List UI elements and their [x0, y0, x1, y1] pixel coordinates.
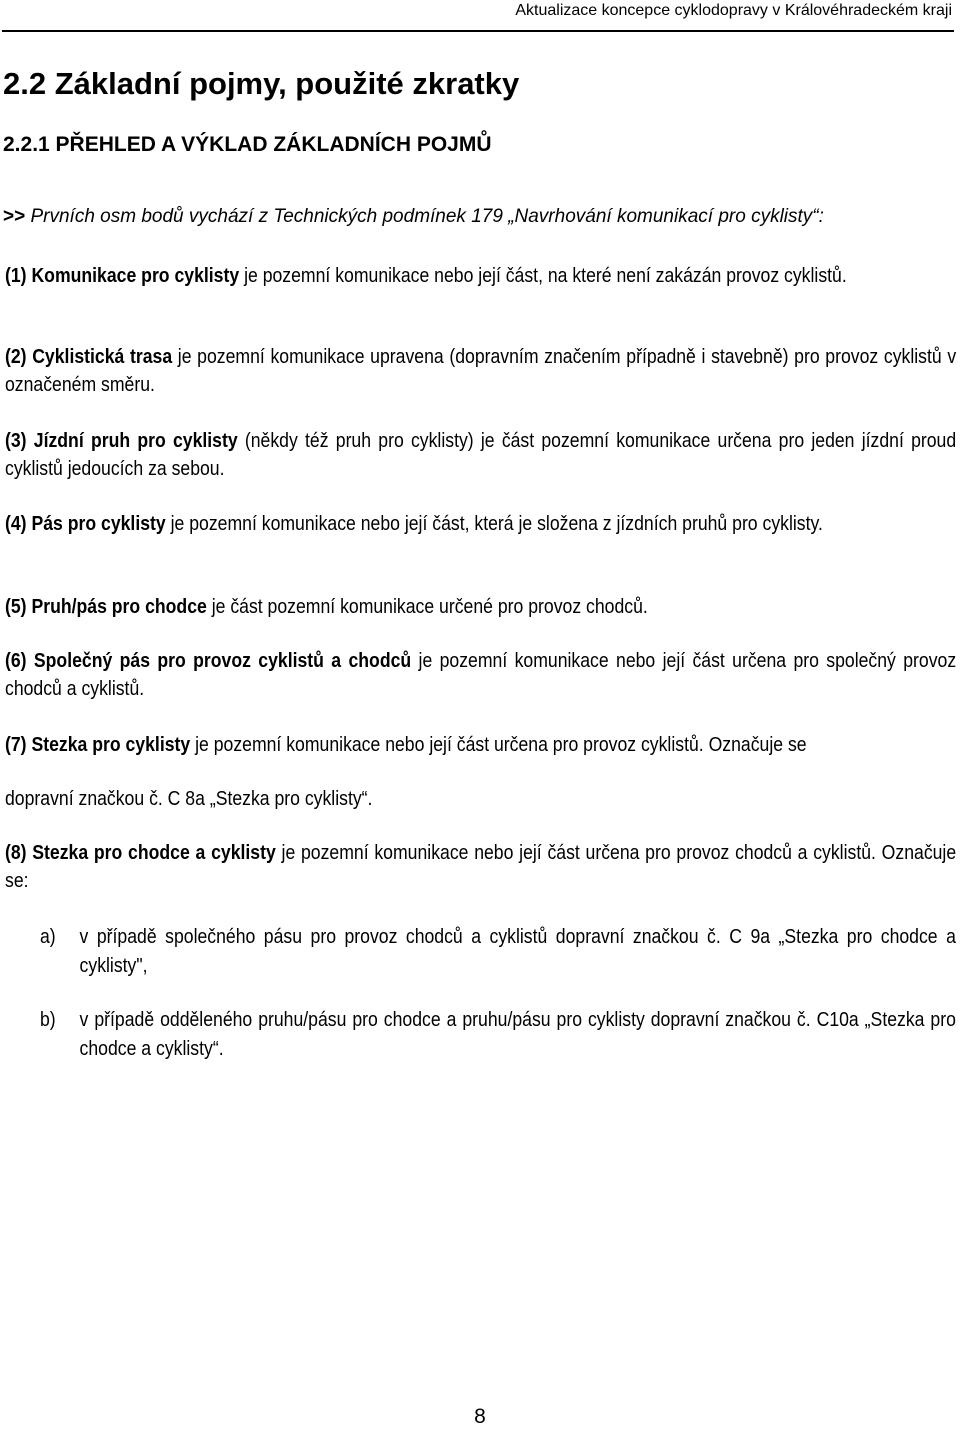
section-title: 2.2 Základní pojmy, použité zkratky: [3, 66, 520, 101]
definition-7: [5, 731, 956, 759]
page-number: 8: [474, 1405, 486, 1428]
running-header-title: Aktualizace koncepce cyklodopravy v Královéhradeckém kraji: [515, 2, 952, 19]
definition-text: je pozemní komunikace nebo její část, která je složena z jízdních pruhů pro cyklisty.: [165, 512, 823, 535]
definition-text: je pozemní komunikace upravena (dopravním značením případně i stavebně) pro provoz cyklistů v označeném směru.: [5, 345, 957, 396]
definition-text: je pozemní komunikace nebo její část určena pro provoz chodců a cyklistů. Označuje se:: [5, 841, 957, 892]
definition-term: (1) Komunikace pro cyklisty: [5, 264, 240, 287]
intro-text: Prvních osm bodů vychází z Technických podmínek 179 „Navrhování komunikací pro cyklisty“:: [25, 206, 824, 227]
intro-arrows: >>: [3, 206, 26, 227]
list-item-text: v případě odděleného pruhu/pásu pro chodce a pruhu/pásu pro cyklisty dopravní značkou č. C10a „Stezka pro chodce a cyklisty“.: [79, 1008, 956, 1060]
definition-4: [5, 510, 956, 538]
definition-3: [5, 427, 956, 483]
definition-term: (6) Společný pás pro provoz cyklistů a chodců: [5, 649, 412, 672]
definition-term: (4) Pás pro cyklisty: [5, 512, 166, 535]
definition-1: [5, 262, 956, 290]
definition-term: (8) Stezka pro chodce a cyklisty: [5, 841, 276, 864]
definition-term: (5) Pruh/pás pro chodce: [5, 595, 207, 618]
sublist-item-a: [40, 922, 956, 980]
definition-text: je pozemní komunikace nebo její část určena pro společný provoz chodců a cyklistů.: [5, 649, 957, 700]
sublist-item-b: [40, 1005, 956, 1063]
list-item-text: v případě společného pásu pro provoz chodců a cyklistů dopravní značkou č. C 9a „Stezka pro chodce a cyklisty",: [79, 925, 956, 977]
definition-8: [5, 839, 956, 895]
definition-term: (2) Cyklistická trasa: [5, 345, 173, 368]
definition-term: (3) Jízdní pruh pro cyklisty: [5, 429, 238, 452]
definition-text: je pozemní komunikace nebo její část určena pro provoz cyklistů. Označuje se: [190, 733, 807, 756]
definition-2: [5, 343, 956, 399]
header-rule: [2, 30, 954, 32]
definition-text: je část pozemní komunikace určené pro provoz chodců.: [206, 595, 648, 618]
definition-7-continuation: dopravní značkou č. C 8a „Stezka pro cyklisty“.: [5, 787, 373, 810]
definition-text: (někdy též pruh pro cyklisty) je část pozemní komunikace určena pro jeden jízdní proud cyklistů jedoucích za sebou.: [5, 429, 957, 480]
list-marker: a): [40, 925, 56, 948]
definition-6: [5, 647, 956, 703]
subsection-title: 2.2.1 PŘEHLED A VÝKLAD ZÁKLADNÍCH POJMŮ: [3, 133, 492, 156]
definition-term: (7) Stezka pro cyklisty: [5, 733, 191, 756]
intro-line: [3, 203, 824, 231]
list-marker: b): [40, 1008, 56, 1031]
definition-5: [5, 593, 956, 621]
definition-text: je pozemní komunikace nebo její část, na které není zakázán provoz cyklistů.: [239, 264, 847, 287]
